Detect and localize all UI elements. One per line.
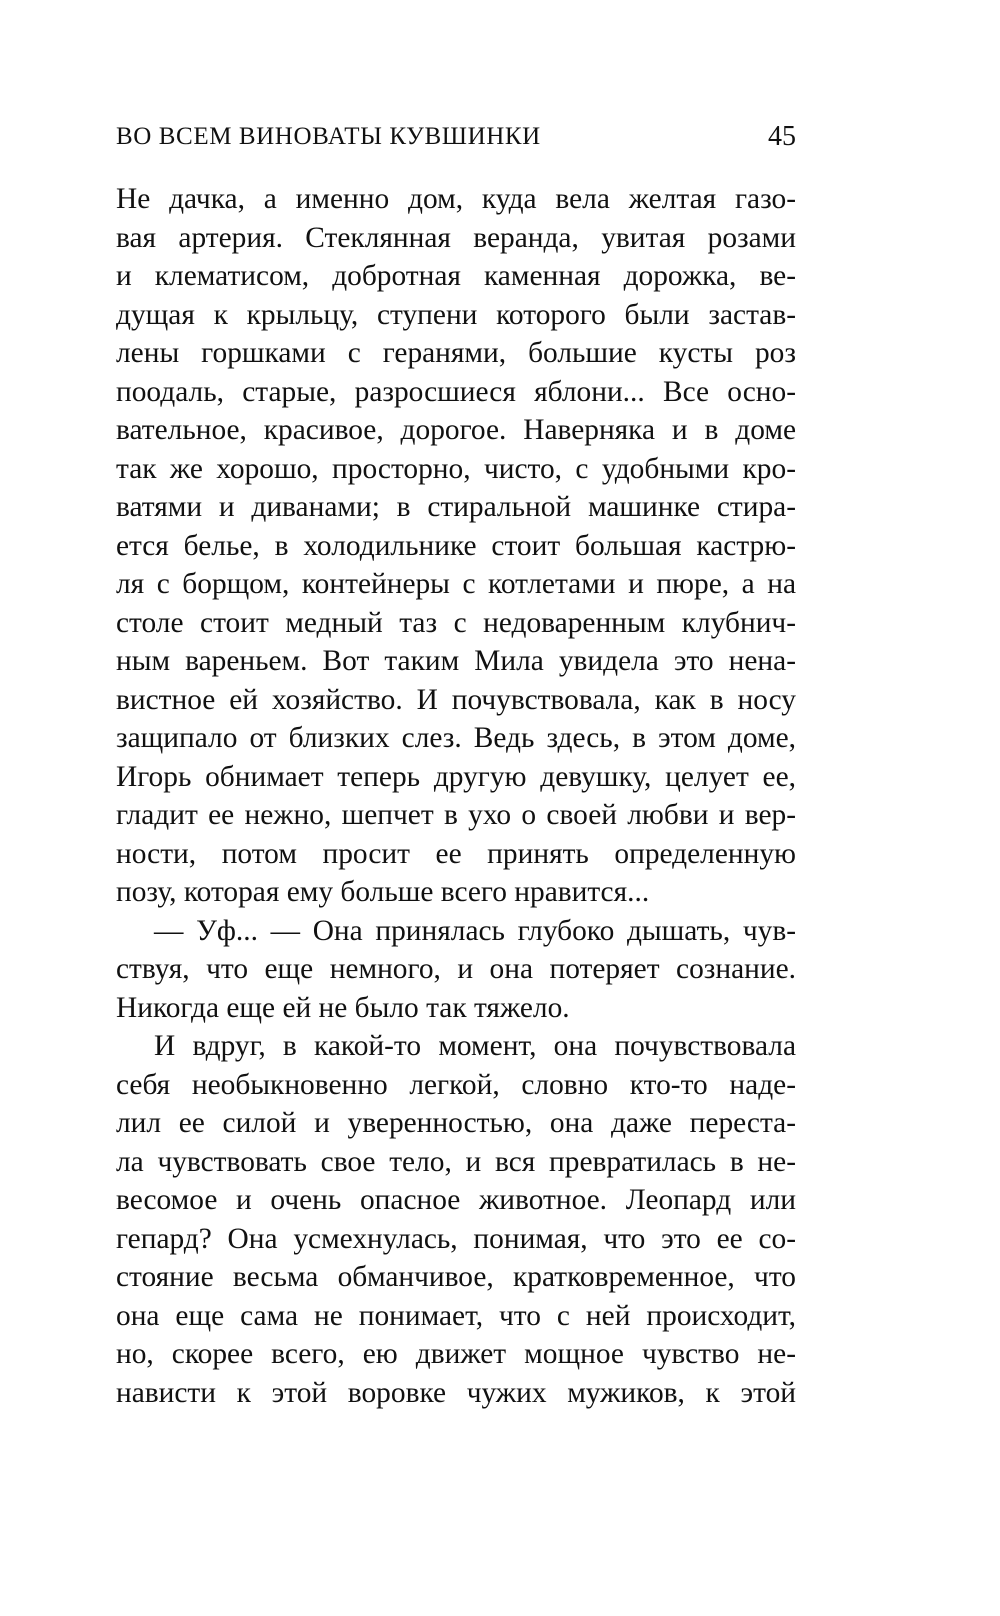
text-line: поодаль, старые, разросшиеся яблони... Все осно- bbox=[116, 375, 796, 408]
text-line: нависти к этой воровке чужих мужиков, к этой bbox=[116, 1376, 796, 1409]
text-line: лены горшками с геранями, большие кусты роз bbox=[116, 337, 796, 369]
text-line: гепард? Она усмехнулась, понимая, что это ее со- bbox=[116, 1222, 796, 1255]
running-title: ВО ВСЕМ ВИНОВАТЫ КУВШИНКИ bbox=[116, 123, 541, 150]
text-line: ется белье, в холодильнике стоит большая кастрю- bbox=[116, 529, 796, 562]
text-line: но, скорее всего, ею движет мощное чувство не- bbox=[116, 1338, 796, 1370]
text-line: позу, которая ему больше всего нравится... bbox=[116, 876, 650, 908]
text-line: ватями и диванами; в стиральной машинке стира- bbox=[116, 491, 796, 523]
body-text bbox=[116, 180, 796, 1412]
text-line: весомое и очень опасное животное. Леопард или bbox=[116, 1184, 796, 1216]
text-line: ности, потом просит ее принять определенную bbox=[116, 837, 796, 870]
page-number: 45 bbox=[768, 121, 796, 152]
text-line: ла чувствовать свое тело, и вся превратилась в не- bbox=[116, 1145, 796, 1178]
text-line: ным вареньем. Вот таким Мила увидела это нена- bbox=[116, 645, 796, 677]
text-line: Не дачка, а именно дом, куда вела желтая газо- bbox=[116, 183, 796, 215]
text-line: Игорь обнимает теперь другую девушку, целует ее, bbox=[116, 760, 796, 793]
text-line: — Уф... — Она принялась глубоко дышать, чув- bbox=[154, 914, 796, 947]
text-line: защипало от близких слез. Ведь здесь, в этом доме, bbox=[116, 722, 796, 754]
text-line: вистное ей хозяйство. И почувствовала, как в носу bbox=[116, 683, 796, 716]
text-line: Никогда еще ей не было так тяжело. bbox=[116, 991, 570, 1024]
text-line: себя необыкновенно легкой, словно кто-то наде- bbox=[116, 1068, 796, 1101]
text-line: лил ее силой и уверенностью, она даже переста- bbox=[116, 1107, 796, 1139]
book-page bbox=[116, 0, 796, 1616]
text-line: вательное, красивое, дорогое. Наверняка и в доме bbox=[116, 414, 796, 446]
text-line: ствуя, что еще немного, и она потеряет сознание. bbox=[116, 953, 796, 985]
text-line: вая артерия. Стеклянная веранда, увитая розами bbox=[116, 221, 796, 254]
text-line: и клематисом, добротная каменная дорожка, ве- bbox=[116, 260, 796, 292]
text-line: стояние весьма обманчивое, кратковременное, что bbox=[116, 1261, 796, 1293]
text-line: она еще сама не понимает, что с ней происходит, bbox=[116, 1299, 796, 1332]
text-line: так же хорошо, просторно, чисто, с удобными кро- bbox=[116, 452, 796, 485]
running-head bbox=[116, 117, 796, 157]
text-line: дущая к крыльцу, ступени которого были застав- bbox=[116, 298, 796, 331]
text-line: И вдруг, в какой-то момент, она почувствовала bbox=[154, 1030, 796, 1062]
text-line: столе стоит медный таз с недоваренным клубнич- bbox=[116, 606, 796, 639]
text-line: гладит ее нежно, шепчет в ухо о своей любви и вер- bbox=[116, 799, 796, 831]
text-line: ля с борщом, контейнеры с котлетами и пюре, а на bbox=[116, 568, 796, 600]
